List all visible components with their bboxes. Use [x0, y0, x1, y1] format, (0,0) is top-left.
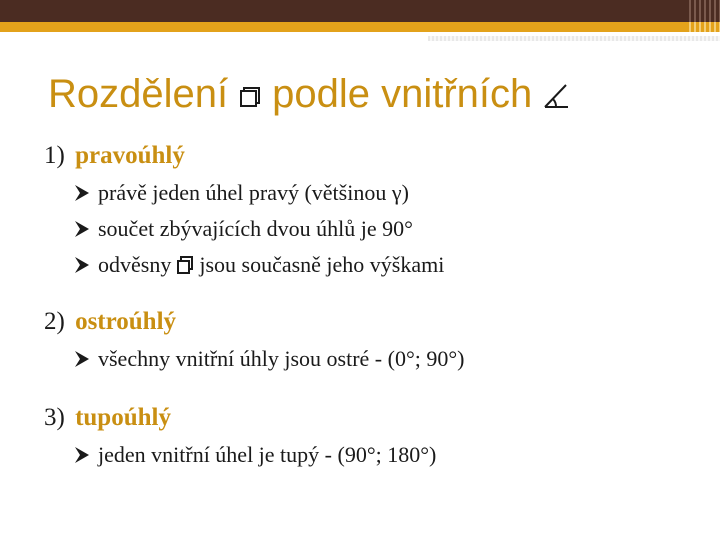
bullet-text: právě jeden úhel pravý (většinou γ): [98, 180, 409, 205]
bullet-text-end: jsou současně jeho výškami: [199, 252, 445, 277]
triangle-symbol-icon: [177, 256, 193, 274]
bullet-text: všechny vnitřní úhly jsou ostré - (0°; 90°): [98, 346, 465, 371]
header-bar-gold: [0, 22, 720, 32]
arrowhead-bullet-icon: [74, 184, 90, 202]
bullet-item: [74, 216, 413, 242]
section-number: 3): [44, 404, 65, 431]
slide-title: [48, 66, 708, 122]
title-text-end: podle vnitřních: [272, 71, 533, 116]
bullet-item: [74, 180, 409, 206]
angle-symbol-icon: [542, 81, 572, 111]
bullet-text-start: odvěsny: [98, 252, 172, 277]
header-bar-gold-stripes: [686, 22, 720, 32]
section-name: tupoúhlý: [75, 404, 171, 431]
arrowhead-bullet-icon: [74, 350, 90, 368]
arrowhead-bullet-icon: [74, 256, 90, 274]
header-bar-light: [428, 36, 720, 41]
bullet-item: [74, 442, 436, 468]
bullet-item: [74, 252, 444, 278]
triangle-symbol-icon: [240, 86, 260, 108]
bullet-item: [74, 346, 465, 372]
section-right-triangle: [44, 142, 185, 170]
arrowhead-bullet-icon: [74, 446, 90, 464]
section-acute-triangle: [44, 308, 176, 336]
section-name: ostroúhlý: [75, 308, 177, 335]
section-number: 2): [44, 308, 65, 335]
header-bar-stripes: [686, 0, 720, 22]
arrowhead-bullet-icon: [74, 220, 90, 238]
bullet-text: součet zbývajících dvou úhlů je 90°: [98, 216, 413, 241]
header-bar-dark: [0, 0, 720, 22]
section-name: pravoúhlý: [75, 142, 185, 169]
section-obtuse-triangle: [44, 404, 171, 432]
title-text-start: Rozdělení: [48, 71, 229, 116]
section-number: 1): [44, 142, 65, 169]
bullet-text: jeden vnitřní úhel je tupý - (90°; 180°): [98, 442, 437, 467]
